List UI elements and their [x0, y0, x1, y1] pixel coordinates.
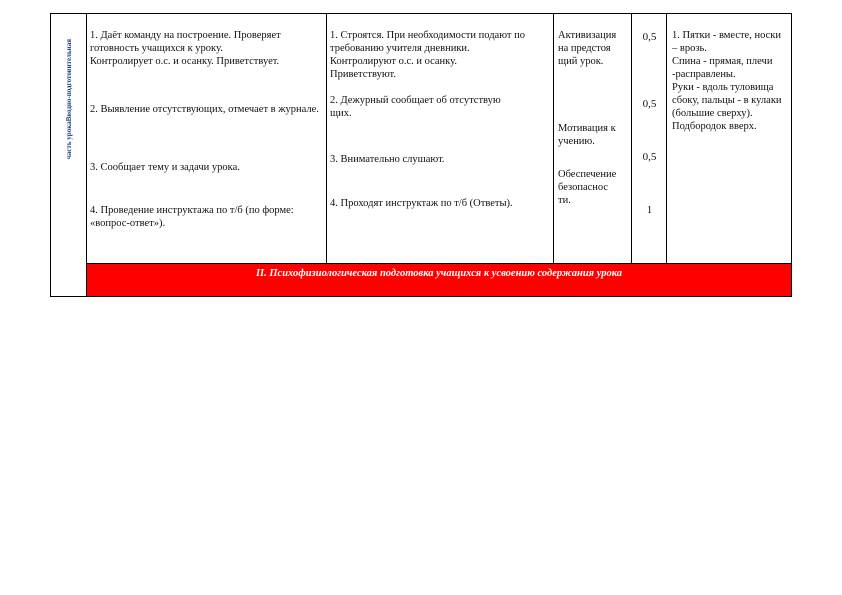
section-header-band [87, 263, 791, 296]
student-item-2: 2. Дежурный сообщает об отсутствую щих. [330, 95, 501, 119]
minutes-2: 0,5 [642, 98, 657, 110]
minutes-3: 0,5 [642, 151, 657, 163]
student-item-1: 1. Строятся. При необходимости подают по требованию учителя дневники. Контролируют о.с. и осанку. Приветствуют. [330, 30, 525, 80]
goal-item-3: Обеспечение безопаснос ти. [558, 169, 617, 206]
goal-item-1: Активизация на предстоя щий урок. [558, 30, 617, 67]
section-title: II. Психофизиологическая подготовка учащихся к усвоению содержания урока [255, 268, 623, 279]
goal-item-2: Мотивация к учению. [558, 123, 616, 147]
teacher-item-1: 1. Даёт команду на построение. Проверяет готовность учащихся к уроку. Контролирует о.с. и осанку. Приветствует. [90, 30, 281, 67]
lesson-plan-table [50, 13, 792, 297]
notes-column [667, 14, 791, 263]
teacher-item-2: 2. Выявление отсутствующих, отмечает в журнале. [90, 104, 319, 115]
minutes-column [632, 14, 667, 263]
stage-label: часть урокаВводно-подготовительная [65, 38, 73, 160]
minutes-4: 1 [646, 204, 653, 216]
student-item-3: 3. Внимательно слушают. [330, 154, 445, 165]
teacher-item-4: 4. Проведение инструктажа по т/б (по форме: «вопрос-ответ»). [90, 205, 294, 229]
minutes-1: 0,5 [642, 31, 657, 43]
stage-column [51, 14, 87, 296]
methodical-notes: 1. Пятки - вместе, носки – врозь. Спина - прямая, плечи -расправлены. Руки - вдоль туловища сбоку, пальцы - в кулаки (большие сверху). Подбородок вверх. [672, 30, 782, 132]
student-activity-column [327, 14, 554, 263]
student-item-4: 4. Проходят инструктаж по т/б (Ответы). [330, 198, 513, 209]
teacher-activity-column [87, 14, 327, 263]
goals-column [554, 14, 632, 263]
teacher-item-3: 3. Сообщает тему и задачи урока. [90, 162, 240, 173]
